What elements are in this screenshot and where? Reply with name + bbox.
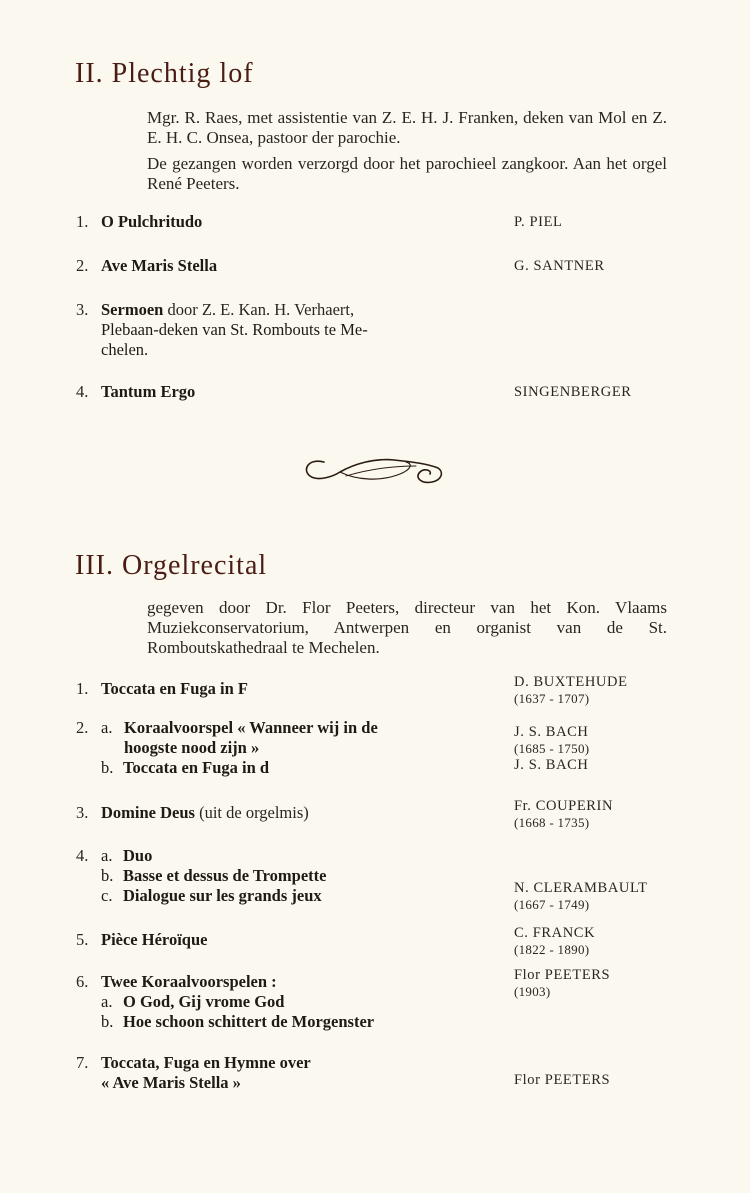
item-title: Ave Maris Stella: [101, 256, 218, 275]
item-composer: G. SANTNER: [514, 258, 605, 274]
item-number: 2.: [76, 256, 89, 275]
section-title-plechtig-lof: II. Plechtig lof: [75, 58, 254, 89]
item-composer: P. PIEL: [514, 214, 563, 230]
item-number: 7.: [76, 1053, 89, 1072]
composer-name: C. FRANCK: [514, 925, 596, 941]
intro-paragraph: De gezangen worden verzorgd door het parochieel zangkoor. Aan het orgel René Peeters.: [147, 154, 667, 193]
item-text: Plebaan-deken van St. Rombouts te Me-: [101, 320, 368, 339]
item-title: Sermoen: [101, 300, 164, 319]
item-number: 4.: [76, 382, 89, 401]
item-letter: b.: [101, 866, 114, 885]
program-item: [76, 846, 327, 906]
intro-paragraph: Mgr. R. Raes, met assistentie van Z. E. H. J. Franken, deken van Mol en Z. E. H. C. Onsea, pastoor der parochie.: [147, 108, 667, 147]
program-item: [76, 803, 309, 823]
item-number: 5.: [76, 930, 89, 949]
item-composer: Flor PEETERS: [514, 1072, 611, 1088]
item-composer: [514, 966, 610, 999]
program-item: [76, 256, 217, 276]
item-title: Toccata, Fuga en Hymne over: [101, 1053, 311, 1072]
item-title: Duo: [123, 846, 153, 865]
item-title: Tantum Ergo: [101, 382, 196, 401]
item-composer: [514, 879, 648, 912]
item-composer: [514, 924, 595, 957]
composer-years: (1637 - 1707): [514, 691, 590, 706]
program-item: [76, 300, 476, 360]
item-number: 2.: [76, 718, 89, 737]
item-title: Dialogue sur les grands jeux: [123, 886, 322, 905]
item-composer: [514, 673, 628, 706]
item-title: Toccata en Fuga in d: [123, 758, 270, 777]
item-number: 4.: [76, 846, 89, 865]
item-title: Twee Koraalvoorspelen :: [101, 972, 277, 991]
program-item: [76, 382, 195, 402]
item-title: Domine Deus: [101, 803, 195, 822]
composer-name: J. S. BACH: [514, 724, 589, 740]
composer-years: (1822 - 1890): [514, 942, 590, 957]
composer-years: (1685 - 1750): [514, 741, 590, 756]
item-title-continued: « Ave Maris Stella »: [101, 1073, 241, 1092]
composer-name: N. CLERAMBAULT: [514, 880, 648, 896]
item-title-continued: hoogste nood zijn »: [124, 738, 260, 757]
program-item: [76, 212, 202, 232]
item-letter: a.: [101, 846, 113, 865]
item-composer: SINGENBERGER: [514, 384, 632, 400]
item-letter: b.: [101, 758, 114, 777]
flourish-ornament-icon: [296, 452, 444, 488]
item-number: 1.: [76, 679, 89, 698]
item-composer: [514, 723, 589, 774]
section-intro-plechtig-lof: [147, 108, 667, 200]
item-title: Basse et dessus de Trompette: [123, 866, 327, 885]
composer-name: Flor PEETERS: [514, 967, 611, 983]
program-item: [76, 1053, 311, 1093]
item-letter: b.: [101, 1012, 114, 1031]
item-note: (uit de orgelmis): [194, 803, 309, 822]
composer-years: (1668 - 1735): [514, 815, 590, 830]
composer-name: Fr. COUPERIN: [514, 798, 614, 814]
section-title-orgelrecital: III. Orgelrecital: [75, 550, 268, 581]
item-letter: a.: [101, 718, 113, 737]
program-item: [76, 718, 378, 778]
item-number: 1.: [76, 212, 89, 231]
program-item: [76, 679, 248, 699]
item-title: O God, Gij vrome God: [123, 992, 285, 1011]
item-title: Koraalvoorspel « Wanneer wij in de: [124, 718, 378, 737]
item-letter: a.: [101, 992, 113, 1011]
item-letter: c.: [101, 886, 113, 905]
composer-years: (1903): [514, 984, 551, 999]
program-item: [76, 930, 207, 950]
section-intro-orgelrecital: [147, 598, 667, 664]
item-title: Toccata en Fuga in F: [101, 679, 248, 698]
composer-name: D. BUXTEHUDE: [514, 674, 628, 690]
item-text: chelen.: [101, 340, 149, 359]
item-composer: [514, 797, 613, 830]
item-number: 6.: [76, 972, 89, 991]
item-title: O Pulchritudo: [101, 212, 203, 231]
item-text: door Z. E. Kan. H. Verhaert,: [163, 300, 355, 319]
item-title: Pièce Héroïque: [101, 930, 208, 949]
program-item: [76, 972, 374, 1032]
composer-name: J. S. BACH: [514, 757, 589, 773]
composer-years: (1667 - 1749): [514, 897, 590, 912]
item-number: 3.: [76, 803, 89, 822]
intro-paragraph: gegeven door Dr. Flor Peeters, directeur van het Kon. Vlaams Muziekconservatorium, Antwerpen en organist van de St. Romboutskathedraal te Mechelen.: [147, 598, 667, 657]
item-number: 3.: [76, 300, 89, 319]
item-title: Hoe schoon schittert de Morgenster: [123, 1012, 375, 1031]
